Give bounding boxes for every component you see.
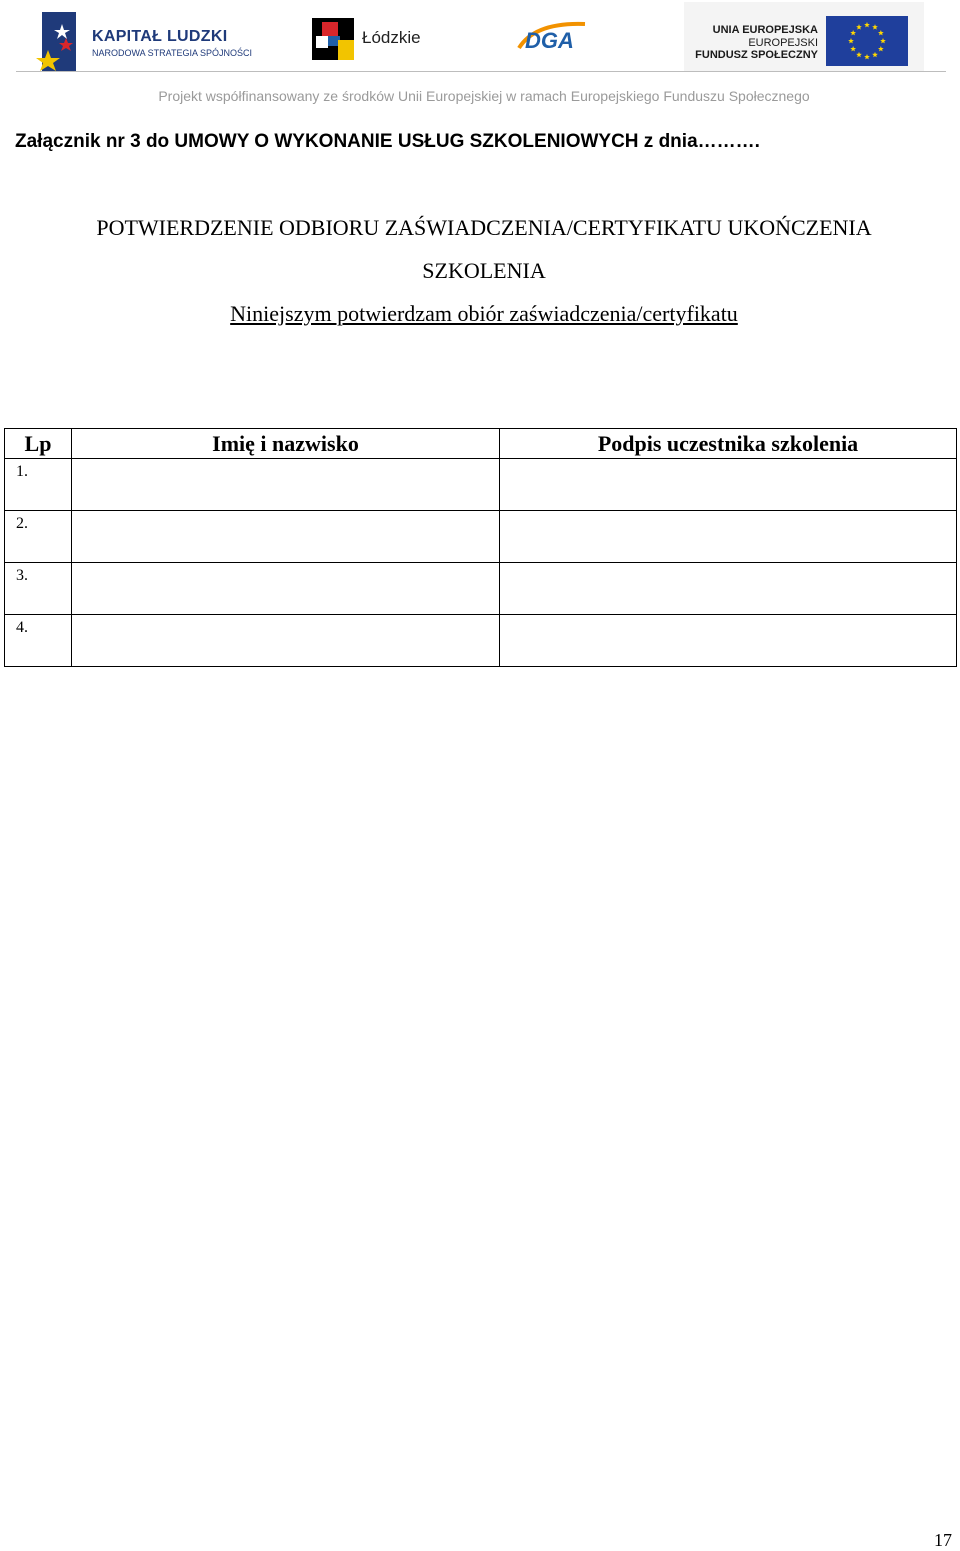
kapital-ludzki-star-icon bbox=[36, 10, 80, 74]
table-row bbox=[5, 563, 957, 615]
table-row bbox=[5, 615, 957, 667]
row-signature-cell[interactable] bbox=[500, 459, 957, 511]
row-lp: 2. bbox=[5, 511, 72, 563]
row-signature-cell[interactable] bbox=[500, 615, 957, 667]
table-header-row bbox=[5, 429, 957, 459]
lodzkie-label: Łódzkie bbox=[362, 28, 421, 47]
dga-logo bbox=[515, 18, 595, 58]
row-lp: 4. bbox=[5, 615, 72, 667]
row-lp: 1. bbox=[5, 459, 72, 511]
row-lp: 3. bbox=[5, 563, 72, 615]
eu-flag-icon bbox=[826, 16, 908, 66]
cofinance-note: Projekt współfinansowany ze środków Unii Europejskiej w ramach Europejskiego Funduszu Społecznego bbox=[158, 88, 810, 104]
kapital-ludzki-title: KAPITAŁ LUDZKI bbox=[92, 28, 228, 45]
header-divider bbox=[16, 71, 946, 72]
page-number: 17 bbox=[934, 1530, 952, 1550]
eu-logo bbox=[684, 2, 924, 72]
row-name-cell[interactable] bbox=[72, 511, 500, 563]
dga-logo-icon bbox=[515, 18, 595, 58]
annex-heading: Załącznik nr 3 do UMOWY O WYKONANIE USŁUG SZKOLENIOWYCH z dnia………. bbox=[15, 131, 760, 152]
row-signature-cell[interactable] bbox=[500, 563, 957, 615]
kapital-ludzki-logo bbox=[36, 10, 253, 74]
document-subtitle bbox=[0, 301, 960, 327]
subtitle-text: Niniejszym potwierdzam obiór zaświadczenia/certyfikatu bbox=[230, 301, 738, 326]
row-name-cell[interactable] bbox=[72, 563, 500, 615]
eu-line2: EUROPEJSKI bbox=[748, 37, 818, 49]
signature-table bbox=[4, 428, 957, 667]
eu-line3: FUNDUSZ SPOŁECZNY bbox=[695, 49, 818, 61]
table-row bbox=[5, 511, 957, 563]
eu-line1: UNIA EUROPEJSKA bbox=[712, 24, 818, 36]
document-title-line2: SZKOLENIA bbox=[422, 258, 546, 283]
lodzkie-logo bbox=[312, 18, 442, 62]
table-row bbox=[5, 459, 957, 511]
dga-label: DGA bbox=[525, 28, 574, 53]
row-name-cell[interactable] bbox=[72, 459, 500, 511]
kapital-ludzki-subtitle: NARODOWA STRATEGIA SPÓJNOŚCI bbox=[92, 48, 253, 58]
header-name: Imię i nazwisko bbox=[72, 429, 500, 459]
lodzkie-region-icon bbox=[312, 18, 354, 60]
row-name-cell[interactable] bbox=[72, 615, 500, 667]
header-signature: Podpis uczestnika szkolenia bbox=[500, 429, 957, 459]
row-signature-cell[interactable] bbox=[500, 511, 957, 563]
document-title-line1: POTWIERDZENIE ODBIORU ZAŚWIADCZENIA/CERTYFIKATU UKOŃCZENIA bbox=[96, 215, 872, 240]
header-lp: Lp bbox=[5, 429, 72, 459]
